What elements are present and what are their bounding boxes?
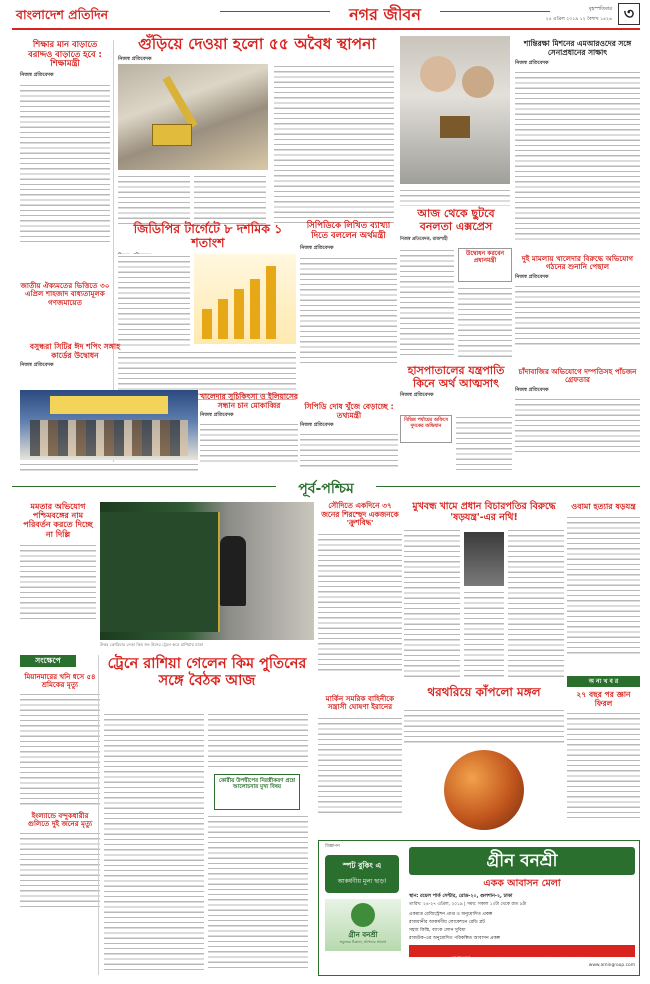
- article-obama: [567, 502, 640, 672]
- page-number: ৩: [623, 4, 635, 23]
- body-text: [208, 814, 308, 972]
- headline: থরথরিয়ে কাঁপলো মঙ্গল: [427, 685, 541, 699]
- brief-headline-2: ইংল্যান্ডে বন্দুকধারীর গুলিতে দুই জনের মৃত্যু: [27, 812, 93, 829]
- ad-logo-sub: সবুজের ঠিকানা, আপনার আবাস: [339, 940, 387, 944]
- inset-box: [458, 248, 512, 282]
- ad-venue: স্থান: রয়েল পার্ক সেন্টার, রোড-২০, গুলশান-২, ঢাকা: [409, 894, 513, 899]
- bar-mark: [266, 266, 276, 339]
- headline: বসুন্ধরা সিটির ঈদ শপিং সঙ্গাহ কার্ডের উদ্বোধন: [29, 342, 121, 360]
- headline: জাতীয় ঐক্যমতের ভিত্তিতে ৩০ এপ্রিল শাহজাদ বাধ্যতামূলক গণজমায়েত: [20, 281, 110, 307]
- headline: ট্রেনে রাশিয়া গেলেন কিম পুতিনের সঙ্গে বৈঠক আজ: [107, 656, 307, 689]
- article-mamata: [20, 502, 96, 652]
- byline: নিজস্ব প্রতিবেদক: [515, 386, 549, 393]
- byline: নিজস্ব প্রতিবেদক: [515, 273, 549, 280]
- date: ২৫ এপ্রিল ২০১৯ ১২ বৈশাখ ১৪২৬: [545, 17, 612, 22]
- byline: নিজস্ব প্রতিবেদক: [20, 71, 54, 78]
- paper-name: বাংলাদেশ প্রতিদিন: [16, 7, 109, 22]
- article-other-news: [567, 676, 640, 836]
- mars-image: [444, 750, 524, 830]
- demolition-photo: [118, 64, 268, 170]
- headline: ওবামা হত্যার ষড়যন্ত্র: [571, 502, 636, 511]
- body-text: [464, 590, 504, 680]
- body-text: [104, 712, 204, 972]
- body-text: [400, 248, 454, 358]
- excavator-arm: [163, 76, 198, 128]
- body-text: [20, 83, 110, 245]
- headline: জিডিপির টার্গেটে ৮ দশমিক ১ শতাংশ: [133, 221, 283, 251]
- body-text: [300, 256, 397, 366]
- article-kim: [104, 656, 310, 716]
- plaque: [440, 116, 470, 138]
- body-text: [515, 284, 640, 346]
- brief-tag-label: সংক্ষেপে: [35, 656, 61, 665]
- ad-footer-web: www.amingroup.com: [588, 963, 635, 968]
- headline: মুখবন্ধ খামে প্রধান বিচারপতির বিরুদ্ধে 'ষড়যন্ত্র'-এর নথি!: [412, 501, 556, 523]
- brief-headline-1: মিয়ানমারের খনি ধসে ৫৪ শ্রমিকের মৃত্যু: [24, 673, 96, 690]
- chief-photo: [400, 36, 510, 184]
- gdp-bar-graphic: [194, 254, 296, 344]
- article-peacekeeping: [515, 40, 640, 250]
- bar-mark: [202, 309, 212, 339]
- bar-mark: [218, 299, 228, 339]
- paper-logo: [16, 4, 128, 24]
- body-text: [508, 528, 564, 680]
- body-text: [404, 528, 460, 680]
- kim-photo-caption: উত্তর কোরিয়ার নেতা কিম জং উনের ট্রেনে করে রাশিয়ায় যাত্রা: [100, 642, 204, 647]
- kim-train-photo: [100, 502, 314, 640]
- body-text: [208, 712, 308, 770]
- ad-brand: গ্রীন বনশ্রী: [486, 851, 558, 871]
- brief-tag: [20, 655, 76, 667]
- headline: সিপিডিকে লিখিত ব্যাখ্যা দিতে বললেন অর্থমন্ত্রী: [306, 221, 391, 241]
- headline: সৌদিতে একদিনে ৩৭ জনের শিরশ্ছেদ একজনকে 'ক্রুশবিদ্ধ': [321, 501, 399, 528]
- article-bonolota: [400, 208, 512, 363]
- headline: মমতার অভিযোগ পশ্চিমবঙ্গের নাম পরিবর্তন করতে দিচ্ছে না দিল্লি: [23, 502, 93, 539]
- article-education: [20, 40, 110, 275]
- other-news-tag-label: অ ন্য খ ব র: [588, 678, 619, 685]
- body-text: [318, 716, 402, 816]
- body-text: [20, 831, 100, 911]
- body-text: [404, 708, 564, 746]
- dateline: [520, 6, 612, 23]
- body-text: [318, 532, 402, 672]
- page-number-box: [618, 3, 640, 25]
- headline: দুই মামলায় খালেদার বিরুদ্ধে অভিযোগ গঠনের শুনানি পেছাল: [521, 254, 634, 272]
- green-bonosree-ad: [318, 840, 640, 976]
- byline: নিজস্ব প্রতিবেদক: [118, 55, 152, 62]
- body-text: [515, 70, 640, 240]
- byline: নিজস্ব প্রতিবেদক: [300, 422, 334, 429]
- headline: খালেদার সুচিকিৎসা ও ইলিয়াসের সন্ধান চান মোকাব্বির: [200, 392, 298, 410]
- bar-mark: [234, 289, 244, 339]
- body-text: [118, 174, 190, 224]
- byline: নিজস্ব প্রতিবেদক, রাজশাহী: [400, 237, 448, 243]
- body-text: [20, 692, 100, 808]
- masthead: [0, 0, 650, 30]
- ad-subtitle: একক আবাসন মেলা: [483, 878, 561, 889]
- article-hospital: [400, 365, 512, 473]
- article-cpd-mistake: [300, 403, 398, 473]
- card-launch-photo: [20, 390, 198, 460]
- ad-brand-banner: [409, 847, 635, 875]
- section2-title: পূর্ব-পশ্চিম: [276, 477, 376, 501]
- inset-text: বিভিন্ন পর্যায়ের অফিসে দুদকের অভিযান: [404, 418, 448, 429]
- body-text: [118, 254, 190, 349]
- byline: নিজস্ব প্রতিবেদক: [400, 392, 434, 399]
- ad-phone-bar: [409, 945, 635, 962]
- train-car: [100, 512, 220, 632]
- body-text: [456, 415, 512, 471]
- body-text: [300, 432, 398, 470]
- ad-bullet: রাজউক-এর অনুমোদিত পরিকল্পিত আবাসন প্রকল্প: [409, 936, 501, 941]
- byline: নিজস্ব প্রতিবেদক: [515, 60, 549, 67]
- article-highway: [515, 255, 640, 365]
- article-iran: [318, 695, 402, 835]
- ad-cta: [325, 855, 399, 893]
- photo-caption: [400, 188, 510, 206]
- person-figure: [420, 56, 456, 92]
- bar-mark: [250, 279, 260, 339]
- article-shipping: [20, 282, 110, 337]
- kim-quote: কোরীয় উপদ্বীপের নিরস্ত্রীকরণ প্রশ্নে আলোচনার মুখ্য বিষয়: [218, 778, 296, 791]
- article-mars: [404, 686, 564, 836]
- article-cpd-written: [300, 222, 397, 402]
- ad-bullets: [409, 911, 635, 943]
- ad-logo-block: [325, 899, 401, 951]
- article-card: [20, 343, 130, 383]
- person-figure: [462, 66, 494, 98]
- headline: শান্তিরক্ষা মিশনের এমআরওদের সঙ্গে সেনাপ্রধানের সাক্ষাৎ: [523, 39, 632, 57]
- article-chandabaji: [515, 368, 640, 472]
- inset-box: [400, 415, 452, 443]
- ad-bullet: একমাত্র রেজিস্ট্রেশন প্রাপ্ত ও অনুমোদিত প্রকল্প: [409, 912, 493, 917]
- section-title-banner: [220, 0, 550, 26]
- excavator-body: [152, 124, 192, 146]
- kim-figure: [220, 536, 246, 606]
- ad-phone: যোগাযোগ: ০১৭০০-৭০৭৭২২, ০১৮৪৪-৪৮০১৫৭, ০১৮৭৭-১৮৭৫৭৩: [449, 956, 595, 962]
- headline: গুঁড়িয়ে দেওয়া হলো ৫৫ অবৈধ স্থাপনা: [138, 35, 376, 53]
- body-text: [458, 286, 512, 358]
- inset-text: উদ্বোধন করবেন প্রধানমন্ত্রী: [465, 250, 505, 264]
- byline: নিজস্ব প্রতিবেদক: [300, 244, 334, 251]
- body-text: [20, 543, 96, 623]
- ad-cta-2: আকর্ষণীয় মূল্য ছাড়!: [337, 878, 387, 885]
- body-text: [515, 397, 640, 453]
- article-sukiyaki: [200, 393, 298, 473]
- day: বৃহস্পতিবার: [588, 6, 612, 12]
- article-saudi: [318, 502, 402, 692]
- kim-quote-box: [214, 774, 300, 810]
- tree-icon: [351, 903, 375, 927]
- briefs: [20, 655, 100, 975]
- body-text: [567, 515, 640, 655]
- people-row: [30, 420, 188, 456]
- ad-logo-text: গ্রীন বনশ্রী: [348, 931, 378, 939]
- body-text: [200, 422, 298, 462]
- headline: হাসপাতালের যন্ত্রপাতি কিনে অর্থ আত্মসাৎ: [407, 364, 505, 390]
- section-title: নগর জীবন: [349, 5, 421, 24]
- headline: মার্কিন সমরিক বাহিনীকে সন্ত্রাসী ঘোষণা ইরানের: [325, 694, 395, 712]
- article-demolition: [118, 36, 396, 221]
- section2-banner: [12, 476, 640, 498]
- headline: সিপিডি দোষ খুঁজে বেড়াচ্ছে : তথ্যমন্ত্রী: [304, 402, 394, 420]
- ad-bullet: সহজ কিস্তি, ব্যাংক লোন সুবিধা: [409, 928, 466, 933]
- body-text: [567, 711, 640, 821]
- justice-photo: [464, 532, 504, 586]
- body-text: [274, 64, 394, 224]
- headline: শিক্ষার মান বাড়াতে বরাদ্দও বাড়াতে হবে : শিক্ষামন্ত্রী: [28, 39, 102, 69]
- other-news-tag: [567, 676, 640, 687]
- byline: নিজস্ব প্রতিবেদক: [20, 362, 54, 369]
- ad-cta-1: স্পট বুকিং এ: [342, 861, 382, 870]
- photo-caption: [20, 462, 198, 472]
- ad-time: তারিখ: ২৪-২৭ এপ্রিল, ২০১৯ | সময়: সকাল ১০টা থেকে রাত ৯টা: [409, 902, 527, 907]
- headline: ২৭ বছর পর জ্ঞান ফিরল: [576, 690, 631, 708]
- banner: [50, 396, 168, 414]
- headline: চাঁদাবাজির অভিযোগে দম্পতিসহ পাঁচজন গ্রেফতার: [518, 367, 637, 385]
- headline: আজ থেকে ছুটবে বনলতা এক্সপ্রেস: [417, 207, 495, 233]
- ad-bullet: রাজধানীর আকর্ষণীয় লোকেশনে রেডি প্লট: [409, 920, 485, 925]
- article-chief-justice: [404, 502, 564, 682]
- body-text: [194, 174, 266, 224]
- byline: নিজস্ব প্রতিবেদক: [200, 412, 234, 419]
- ad-label: বিজ্ঞাপন: [325, 844, 340, 849]
